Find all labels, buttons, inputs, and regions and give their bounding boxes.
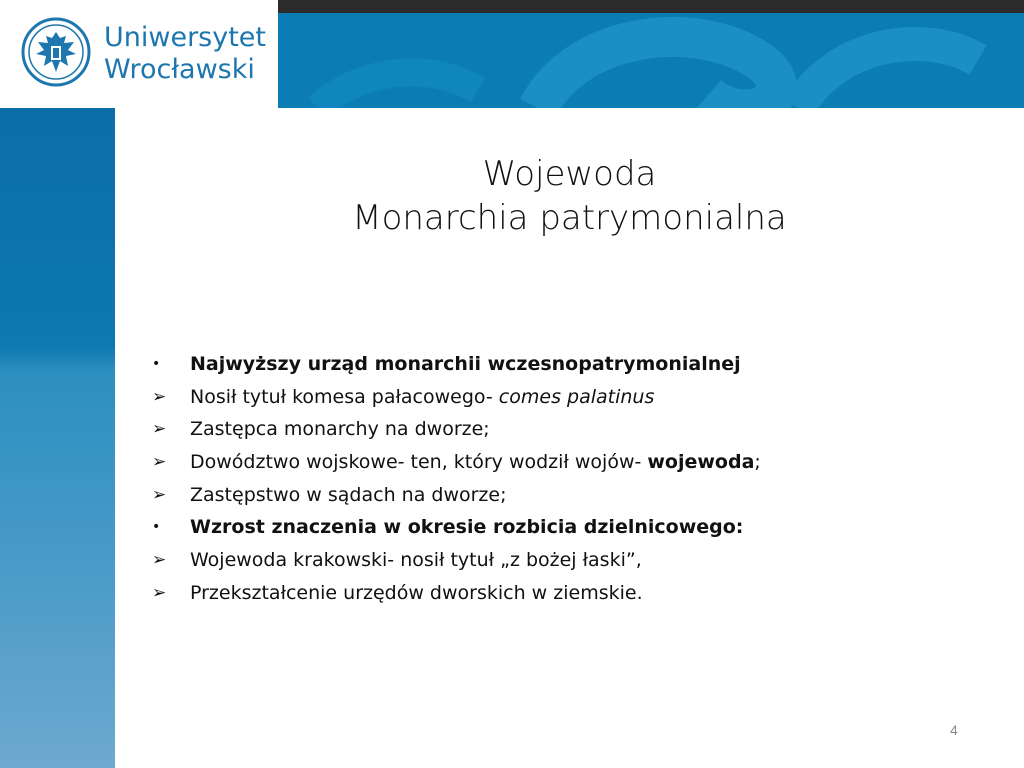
list-item — [152, 348, 1012, 381]
arrow-bullet-icon: ➢ — [152, 386, 167, 407]
swirl-decoration — [278, 0, 1024, 108]
list-item — [152, 544, 1012, 577]
title-line-2: Monarchia patrymonialna — [352, 198, 787, 238]
arrow-bullet-icon: ➢ — [152, 550, 167, 571]
eagle-emblem-icon — [20, 16, 92, 88]
list-item — [152, 577, 1012, 610]
page-number: 4 — [950, 722, 958, 738]
list-item-text: wojewoda — [647, 451, 755, 474]
list-item — [152, 413, 1012, 446]
arrow-bullet-icon: ➢ — [152, 582, 167, 603]
header-banner — [278, 0, 1024, 108]
logo-wordmark — [104, 22, 266, 86]
bullet-dot-icon: • — [152, 356, 161, 372]
list-item-text: Zastępstwo w sądach na dworze; — [190, 483, 507, 506]
left-accent-bar — [0, 108, 115, 768]
list-item-text: Przekształcenie urzędów dworskich w ziemskie. — [190, 581, 643, 604]
list-item-text: Dowództwo wojskowe- ten, który wodził wojów- — [190, 451, 648, 474]
list-item-text: comes palatinus — [498, 385, 655, 408]
list-item — [152, 381, 1012, 414]
list-item — [152, 446, 1012, 479]
logo-line-2: Wrocławski — [104, 54, 255, 85]
list-item-text: Wojewoda krakowski- nosił tytuł „z bożej łaski”, — [190, 549, 642, 572]
bullet-dot-icon: • — [152, 519, 161, 536]
list-item-text: ; — [754, 451, 761, 474]
list-item — [152, 511, 1012, 544]
list-item-text: Wzrost znaczenia w okresie rozbicia dzielnicowego: — [190, 516, 744, 539]
arrow-bullet-icon: ➢ — [152, 452, 167, 473]
list-item-text: Nosił tytuł komesa pałacowego- — [190, 385, 499, 408]
university-logo[interactable] — [0, 0, 278, 108]
slide-title — [115, 152, 1024, 240]
list-item-text: Najwyższy urząd monarchii wczesnopatrymonialnej — [190, 353, 741, 375]
arrow-bullet-icon: ➢ — [152, 419, 167, 440]
title-line-1: Wojewoda — [482, 154, 657, 194]
bullet-list — [152, 348, 1012, 610]
logo-line-1: Uniwersytet — [104, 22, 266, 53]
arrow-bullet-icon: ➢ — [152, 484, 167, 505]
list-item — [152, 479, 1012, 512]
list-item-text: Zastępca monarchy na dworze; — [190, 418, 490, 441]
